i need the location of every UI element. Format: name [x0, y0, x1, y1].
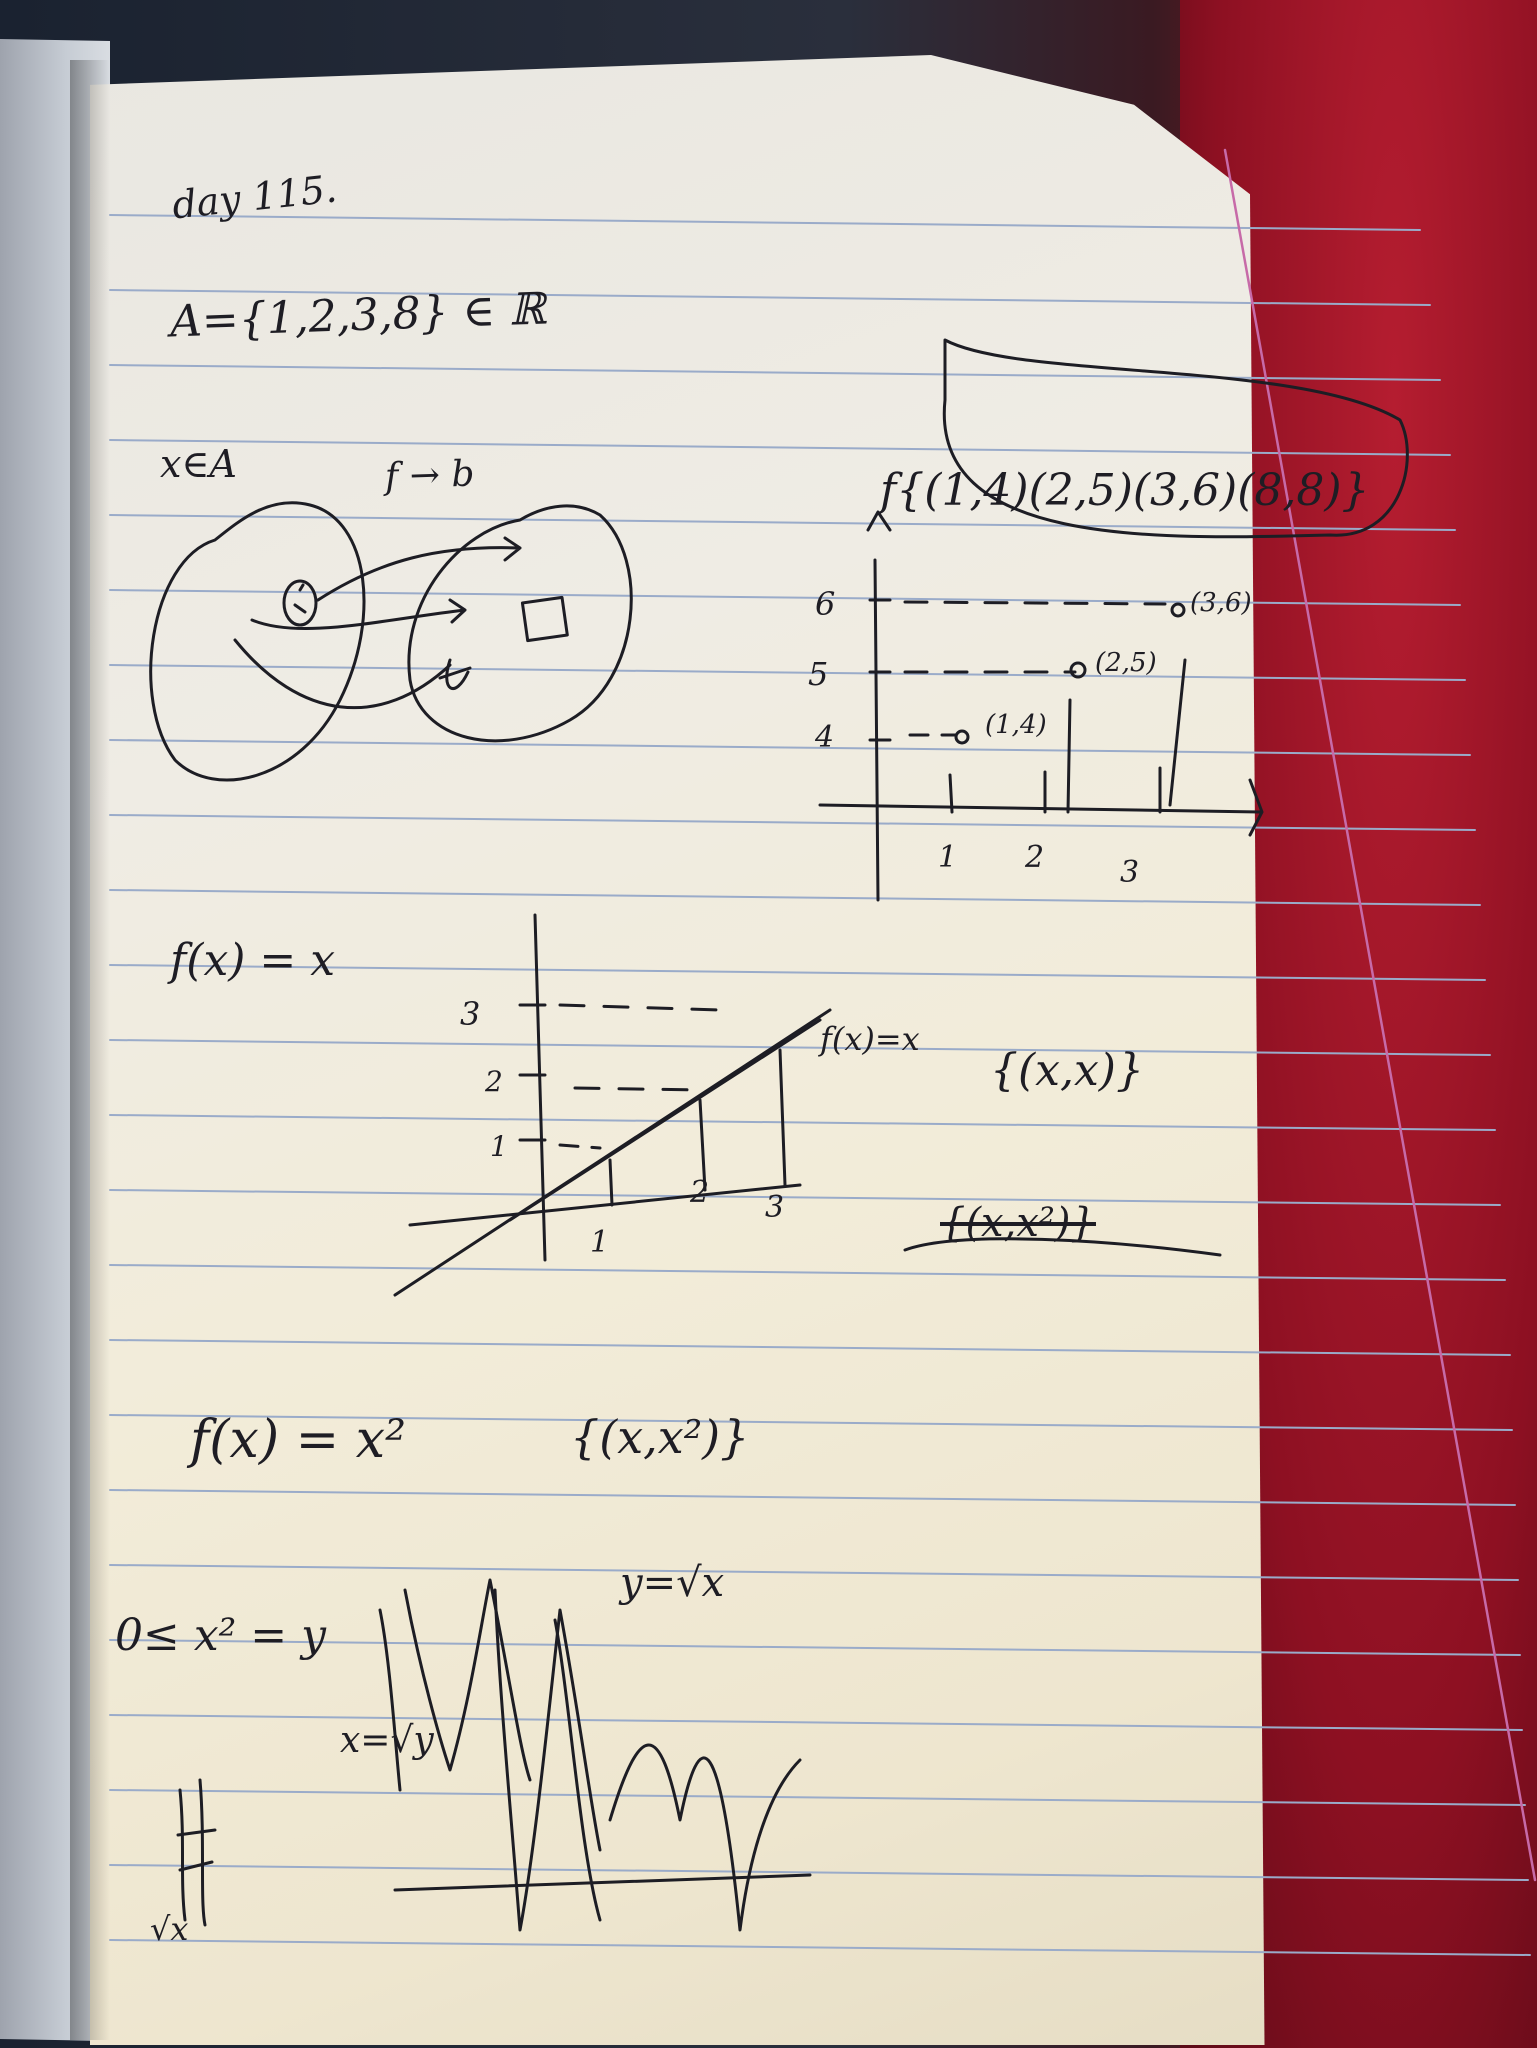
graph1-xtick: 1: [938, 840, 958, 875]
graph1-ytick: 6: [815, 585, 836, 623]
sqrt-bottom-label: √x: [150, 1910, 189, 1948]
sqrt-y-label: x=√y: [340, 1720, 434, 1761]
square-set: {(x,x²)}: [570, 1410, 750, 1464]
graph1-ytick: 4: [815, 720, 835, 755]
crossed-set: {(x,x²)}: [940, 1200, 1096, 1246]
graph1-point-label: (3,6): [1190, 588, 1252, 618]
graph2-xtick: 1: [590, 1225, 610, 1260]
inequality-text: 0≤ x² = y: [115, 1610, 326, 1661]
ordered-pairs: f{(1,4)(2,5)(3,6)(8,8)}: [880, 465, 1370, 516]
graph1-xtick: 2: [1025, 840, 1045, 875]
graph2-xtick: 2: [690, 1175, 710, 1210]
graph1-ytick: 5: [808, 655, 829, 693]
graph1-point-label: (1,4): [985, 710, 1047, 740]
graph2-ytick: 2: [485, 1065, 503, 1098]
graph1-axes: [820, 340, 1407, 900]
identity-definition: f(x) = x: [170, 935, 336, 986]
mapping-label: f → b: [384, 453, 476, 498]
graph1-point-label: (2,5): [1095, 648, 1157, 678]
graph1-xtick: 3: [1120, 855, 1140, 890]
set-definition: A={1,2,3,8} ∈ ℝ: [169, 283, 547, 348]
day-header: day 115.: [170, 166, 339, 228]
identity-set: {(x,x)}: [990, 1045, 1144, 1096]
square-definition: f(x) = x²: [190, 1410, 406, 1470]
sqrt-x-label: y=√x: [620, 1560, 725, 1606]
graph2-ytick: 1: [490, 1130, 508, 1163]
graph2-ytick: 3: [460, 995, 481, 1033]
mapping-diagram: [151, 503, 632, 780]
membership-text: x∈A: [160, 442, 238, 486]
graph2-line-label: f(x)=x: [820, 1020, 920, 1058]
graph2-xtick: 3: [765, 1190, 785, 1225]
